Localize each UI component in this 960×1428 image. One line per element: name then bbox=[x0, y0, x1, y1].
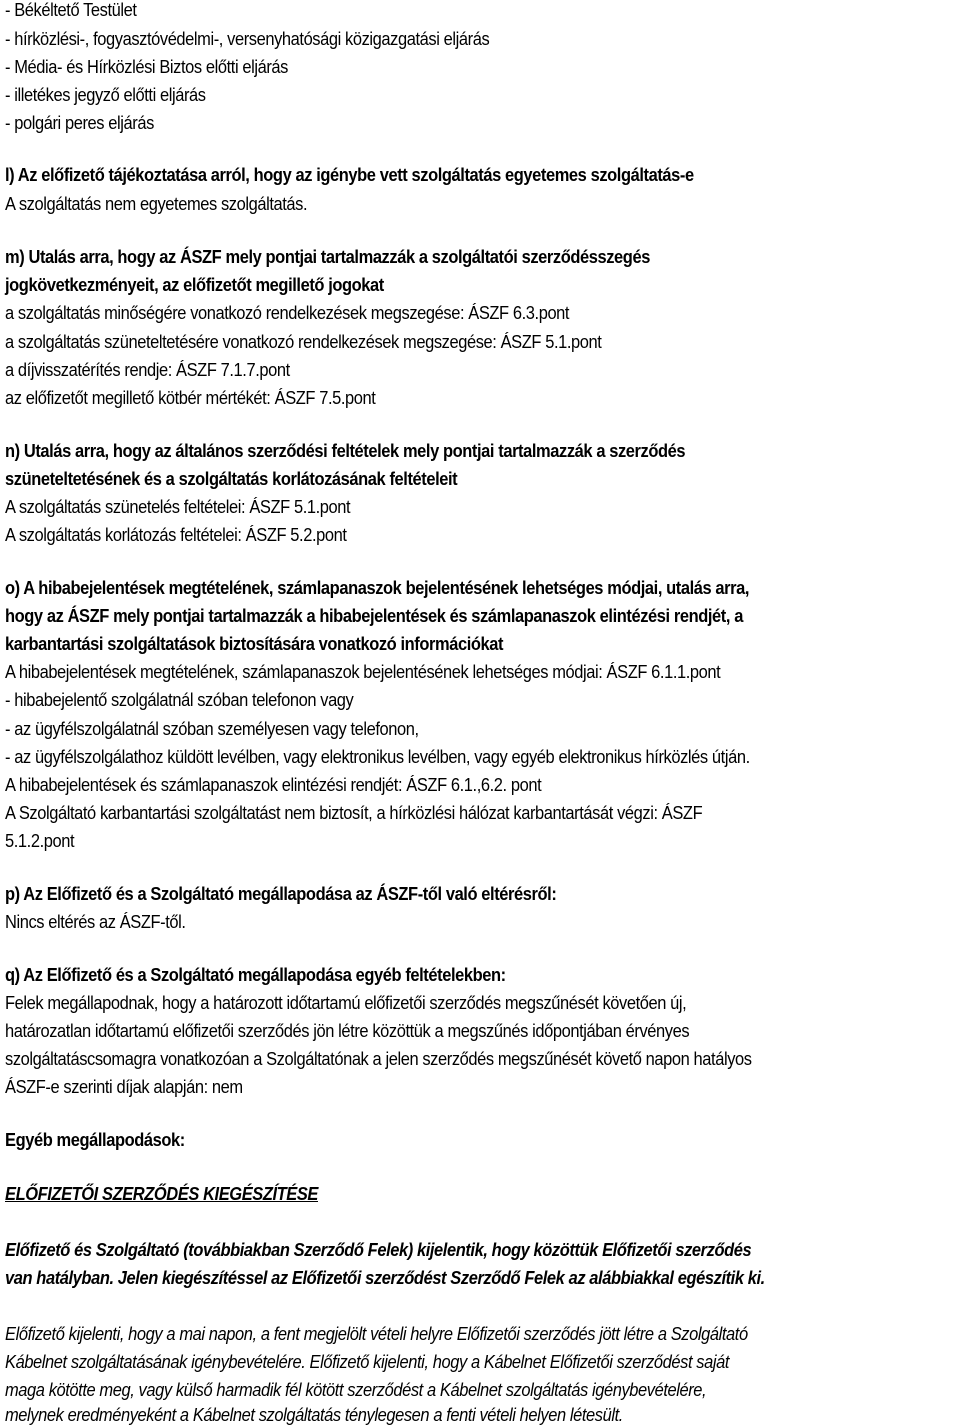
section-o-text-elintezes: A hibabejelentések és számlapanaszok elintézési rendjét: ÁSZF 6.1.,6.2. pont bbox=[5, 774, 542, 795]
section-q-text-line-1: Felek megállapodnak, hogy a határozott időtartamú előfizetői szerződés megszűnését követően új, bbox=[5, 992, 687, 1013]
list-item-polgari-peres-eljaras: - polgári peres eljárás bbox=[5, 112, 154, 133]
section-n-item-szunetels: A szolgáltatás szünetelés feltételei: ÁSZF 5.1.pont bbox=[5, 496, 351, 517]
section-p-text: Nincs eltérés az ÁSZF-től. bbox=[5, 911, 186, 932]
section-m-item-szuneteltetes: a szolgáltatás szüneteltetésére vonatkozó rendelkezések megszegése: ÁSZF 5.1.pont bbox=[5, 331, 602, 352]
section-o-text-karbantartas-pont: 5.1.2.pont bbox=[5, 830, 75, 851]
section-q-text-line-3: szolgáltatáscsomagra vonatkozóan a Szolgáltatónak a jelen szerződés megszűnését követő napon hatályos bbox=[5, 1048, 752, 1069]
supplement-statement-line-2: Kábelnet szolgáltatásának igénybevételére. Előfizető kijelenti, hogy a Kábelnet Előfizetői szerződést saját bbox=[5, 1351, 730, 1372]
section-o-item-szemelyesen: - az ügyfélszolgálatnál szóban személyesen vagy telefonon, bbox=[5, 718, 419, 739]
section-p-heading: p) Az Előfizető és a Szolgáltató megállapodása az ÁSZF-től való eltérésről: bbox=[5, 883, 557, 904]
list-item-bekelteto-testulet: - Békéltető Testület bbox=[5, 0, 137, 20]
section-o-text-modjai: A hibabejelentések megtételének, számlapanaszok bejelentésének lehetséges módjai: ÁSZF 6.1.1.pont bbox=[5, 661, 721, 682]
section-o-heading-line-3: karbantartási szolgáltatások biztosítására vonatkozó információkat bbox=[5, 633, 504, 654]
section-m-item-minoseg: a szolgáltatás minőségére vonatkozó rendelkezések megszegése: ÁSZF 6.3.pont bbox=[5, 302, 570, 323]
section-m-item-kotber: az előfizetőt megillető kötbér mértékét: ÁSZF 7.5.pont bbox=[5, 387, 376, 408]
section-m-heading-line-2: jogkövetkezményeit, az előfizetőt megillető jogokat bbox=[5, 274, 384, 295]
supplement-intro-line-1: Előfizető és Szolgáltató (továbbiakban Szerződő Felek) kijelentik, hogy közöttük Előfizetői szerződés bbox=[5, 1239, 752, 1260]
other-agreements-heading: Egyéb megállapodások: bbox=[5, 1129, 185, 1150]
list-item-kozigazgatasi-eljaras: - hírközlési-, fogyasztóvédelmi-, versenyhatósági közigazgatási eljárás bbox=[5, 28, 490, 49]
supplement-intro-line-2: van hatályban. Jelen kiegészítéssel az Előfizetői szerződést Szerződő Felek az alábbiakkal egészítik ki. bbox=[5, 1267, 765, 1288]
section-q-heading: q) Az Előfizető és a Szolgáltató megállapodása egyéb feltételekben: bbox=[5, 964, 506, 985]
section-q-text-line-2: határozatlan időtartamú előfizetői szerződés jön létre közöttük a megszűnés időpontjában érvényes bbox=[5, 1020, 690, 1041]
section-m-item-dijvisszaterites: a díjvisszatérítés rendje: ÁSZF 7.1.7.pont bbox=[5, 359, 290, 380]
list-item-media-biztos-eljaras: - Média- és Hírközlési Biztos előtti eljárás bbox=[5, 56, 289, 77]
section-o-item-levelben: - az ügyfélszolgálathoz küldött levélben, vagy elektronikus levélben, vagy egyéb elektronikus hírközlés útján. bbox=[5, 746, 750, 767]
supplement-statement-line-4: melynek eredményeként a Kábelnet szolgáltatás ténylegesen a fenti vételi helyen létesült. bbox=[5, 1404, 623, 1425]
section-o-text-karbantartas: A Szolgáltató karbantartási szolgáltatást nem biztosít, a hírközlési hálózat karbantartását végzi: ÁSZF bbox=[5, 802, 703, 823]
section-o-heading-line-1: o) A hibabejelentések megtételének, számlapanaszok bejelentésének lehetséges módjai, utalás arra, bbox=[5, 577, 750, 598]
list-item-jegyzo-eljaras: - illetékes jegyző előtti eljárás bbox=[5, 84, 206, 105]
section-m-heading-line-1: m) Utalás arra, hogy az ÁSZF mely pontjai tartalmazzák a szolgáltatói szerződésszegés bbox=[5, 246, 650, 267]
section-o-item-telefon: - hibabejelentő szolgálatnál szóban telefonon vagy bbox=[5, 689, 354, 710]
supplement-title: ELŐFIZETŐI SZERZŐDÉS KIEGÉSZÍTÉSE bbox=[5, 1183, 319, 1204]
supplement-statement-line-3: maga kötötte meg, vagy külső harmadik fél kötött szerződést a Kábelnet szolgáltatás igénybevételére, bbox=[5, 1379, 707, 1400]
section-q-text-line-4: ÁSZF-e szerinti díjak alapján: nem bbox=[5, 1076, 243, 1097]
section-n-item-korlatozas: A szolgáltatás korlátozás feltételei: ÁSZF 5.2.pont bbox=[5, 524, 347, 545]
section-n-heading-line-2: szüneteltetésének és a szolgáltatás korlátozásának feltételeit bbox=[5, 468, 458, 489]
section-n-heading-line-1: n) Utalás arra, hogy az általános szerződési feltételek mely pontjai tartalmazzák a szerződés bbox=[5, 440, 686, 461]
section-l-heading: l) Az előfizető tájékoztatása arról, hogy az igénybe vett szolgáltatás egyetemes szolgáltatás-e bbox=[5, 164, 694, 185]
supplement-statement-line-1: Előfizető kijelenti, hogy a mai napon, a fent megjelölt vételi helyre Előfizetői szerződés jött létre a Szolgáltató bbox=[5, 1323, 748, 1344]
section-o-heading-line-2: hogy az ÁSZF mely pontjai tartalmazzák a hibabejelentések és számlapanaszok elintézési rendjét, a bbox=[5, 605, 743, 626]
section-l-text: A szolgáltatás nem egyetemes szolgáltatás. bbox=[5, 193, 308, 214]
